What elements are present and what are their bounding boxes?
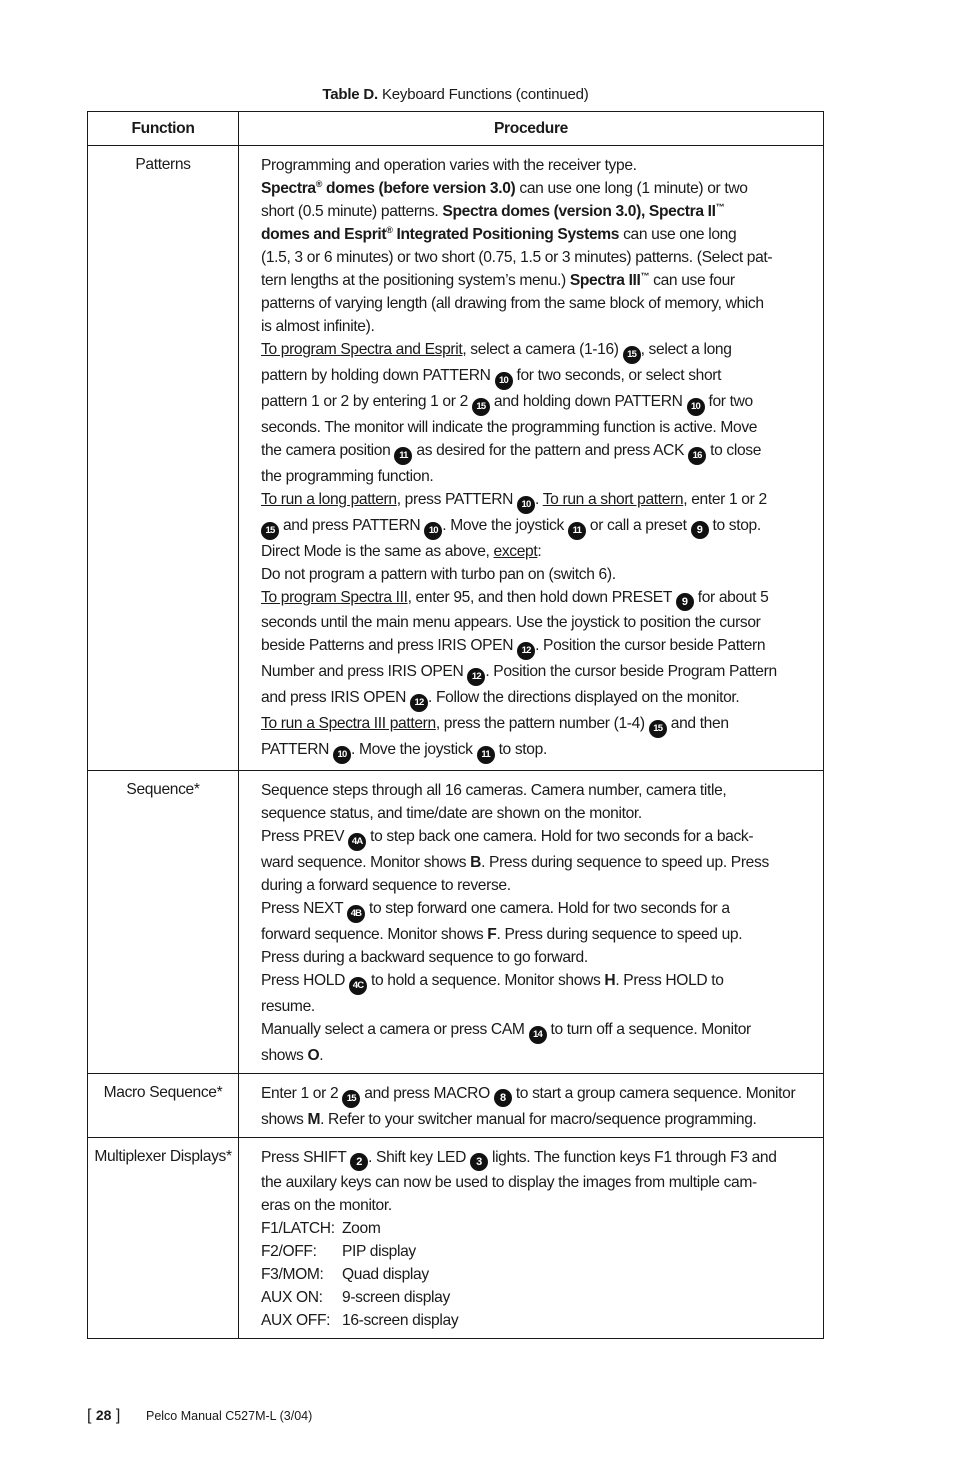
header-function: Function xyxy=(88,112,239,146)
key-number-badge: 15 xyxy=(623,346,641,364)
procedure-text: H xyxy=(604,972,616,989)
function-cell: Sequence* xyxy=(88,771,239,1074)
procedure-text: Sequence steps through all 16 cameras. Camera number, camera title, xyxy=(261,782,727,799)
procedure-text: . Shift key LED xyxy=(368,1149,470,1166)
procedure-line xyxy=(261,246,809,269)
procedure-text: shows xyxy=(261,1111,308,1128)
procedure-text: AUX ON: xyxy=(261,1289,323,1306)
procedure-text: Manually select a camera or press CAM xyxy=(261,1021,529,1038)
key-number-badge: 4B xyxy=(347,905,365,923)
key-number-badge: 15 xyxy=(649,720,667,738)
procedure-line xyxy=(261,200,809,223)
procedure-text: 9-screen display xyxy=(342,1289,450,1306)
procedure-line xyxy=(261,563,809,586)
procedure-line xyxy=(261,1263,809,1286)
procedure-text: . Position the cursor beside Program Pattern xyxy=(485,663,777,680)
key-number-badge: 10 xyxy=(333,746,351,764)
header-procedure: Procedure xyxy=(239,112,824,146)
key-number-badge: 2 xyxy=(350,1153,368,1171)
function-cell: Patterns xyxy=(88,146,239,771)
procedure-text: F2/OFF: xyxy=(261,1243,317,1260)
procedure-line xyxy=(261,338,809,364)
procedure-text: can use four xyxy=(649,272,735,289)
procedure-line xyxy=(261,514,809,540)
procedure-text: Press HOLD xyxy=(261,972,349,989)
procedure-text: for two seconds, or select short xyxy=(512,367,722,384)
procedure-text: and press IRIS OPEN xyxy=(261,689,410,706)
key-number-badge: 11 xyxy=(568,522,586,540)
procedure-text: the auxilary keys can now be used to display the images from multiple cam- xyxy=(261,1174,757,1191)
procedure-text: . Position the cursor beside Pattern xyxy=(535,637,766,654)
procedure-line xyxy=(261,540,809,563)
trademark-symbol: ™ xyxy=(715,201,725,212)
procedure-text: . Press during sequence to speed up. Press xyxy=(481,854,769,871)
procedure-text: or call a preset xyxy=(585,517,691,534)
procedure-text: beside Patterns and press IRIS OPEN xyxy=(261,637,518,654)
key-number-badge: 12 xyxy=(410,694,428,712)
procedure-line xyxy=(261,390,809,416)
underlined-instruction: To program Spectra and Esprit xyxy=(261,341,463,358)
function-cell: Macro Sequence* xyxy=(88,1074,239,1138)
key-number-badge: 10 xyxy=(517,496,535,514)
procedure-line xyxy=(261,154,809,177)
key-number-badge: 11 xyxy=(394,447,412,465)
procedure-line xyxy=(261,712,809,738)
underlined-instruction: except xyxy=(493,543,538,560)
procedure-text: Integrated Positioning Systems xyxy=(392,226,620,243)
procedure-cell xyxy=(239,771,824,1074)
procedure-text: , enter 1 or 2 xyxy=(683,491,767,508)
procedure-text: to turn off a sequence. Monitor xyxy=(546,1021,751,1038)
procedure-line xyxy=(261,488,809,514)
trademark-symbol: ™ xyxy=(640,270,650,281)
procedure-line xyxy=(261,1240,809,1263)
procedure-text: F1/LATCH: xyxy=(261,1220,335,1237)
procedure-text: (1.5, 3 or 6 minutes) or two short (0.75, 1.5 or 3 minutes) patterns. (Select pat- xyxy=(261,249,773,266)
procedure-text: . Press during sequence to speed up. xyxy=(496,926,743,943)
procedure-text: Direct Mode is the same as above, xyxy=(261,543,494,560)
procedure-text: resume. xyxy=(261,998,315,1015)
procedure-line xyxy=(261,1044,809,1067)
procedure-text: lights. The function keys F1 through F3 and xyxy=(487,1149,777,1166)
procedure-text: to step forward one camera. Hold for two seconds for a xyxy=(364,900,730,917)
procedure-text: Do not program a pattern with turbo pan on (switch 6). xyxy=(261,566,616,583)
key-number-badge: 15 xyxy=(261,522,279,540)
underlined-instruction: To run a Spectra III pattern xyxy=(261,715,436,732)
procedure-text: , select a camera (1-16) xyxy=(462,341,623,358)
trademark-symbol: ® xyxy=(315,178,323,189)
key-number-badge: 3 xyxy=(470,1153,488,1171)
procedure-text: , select a long xyxy=(640,341,732,358)
procedure-text: short (0.5 minute) patterns. xyxy=(261,203,443,220)
key-number-badge: 9 xyxy=(691,521,709,539)
procedure-line xyxy=(261,416,809,439)
procedure-text: to stop. xyxy=(708,517,761,534)
procedure-line xyxy=(261,660,809,686)
procedure-text: AUX OFF: xyxy=(261,1312,331,1329)
procedure-text: seconds until the main menu appears. Use the joystick to position the cursor xyxy=(261,614,761,631)
key-number-badge: 11 xyxy=(477,746,495,764)
procedure-text: the programming function. xyxy=(261,468,434,485)
key-number-badge: 15 xyxy=(342,1090,360,1108)
procedure-text: , press PATTERN xyxy=(396,491,518,508)
procedure-line xyxy=(261,923,809,946)
procedure-text: Press NEXT xyxy=(261,900,347,917)
procedure-text: Enter 1 or 2 xyxy=(261,1085,343,1102)
procedure-line xyxy=(261,1286,809,1309)
procedure-text: . Move the joystick xyxy=(351,741,477,758)
procedure-text: O xyxy=(307,1047,320,1064)
procedure-text: . Refer to your switcher manual for macro/sequence programming. xyxy=(320,1111,757,1128)
procedure-text: and holding down PATTERN xyxy=(489,393,687,410)
procedure-text: PATTERN xyxy=(261,741,333,758)
procedure-line xyxy=(261,825,809,851)
procedure-text: eras on the monitor. xyxy=(261,1197,392,1214)
keyboard-functions-table xyxy=(87,111,824,1339)
procedure-text: . xyxy=(319,1047,324,1064)
procedure-line xyxy=(261,779,809,802)
procedure-text: pattern by holding down PATTERN xyxy=(261,367,495,384)
procedure-line xyxy=(261,946,809,969)
procedure-text: . Press HOLD to xyxy=(615,972,724,989)
procedure-line xyxy=(261,995,809,1018)
procedure-text: can use one long (1 minute) or two xyxy=(515,180,748,197)
key-number-badge: 10 xyxy=(495,372,513,390)
key-number-badge: 12 xyxy=(517,642,535,660)
procedure-text: Spectra xyxy=(261,180,316,197)
procedure-text: and then xyxy=(666,715,729,732)
procedure-text: Zoom xyxy=(342,1220,381,1237)
procedure-line xyxy=(261,611,809,634)
key-number-badge: 16 xyxy=(688,447,706,465)
underlined-instruction: To run a short pattern xyxy=(542,491,684,508)
procedure-line xyxy=(261,1082,809,1108)
procedure-line xyxy=(261,1309,809,1332)
procedure-text: forward sequence. Monitor shows xyxy=(261,926,488,943)
procedure-text: for two xyxy=(704,393,753,410)
procedure-line xyxy=(261,897,809,923)
procedure-line xyxy=(261,1018,809,1044)
procedure-text: to step back one camera. Hold for two seconds for a back- xyxy=(366,828,754,845)
procedure-text: ward sequence. Monitor shows xyxy=(261,854,471,871)
table-row xyxy=(88,146,824,771)
procedure-text: F3/MOM: xyxy=(261,1266,324,1283)
procedure-line xyxy=(261,292,809,315)
procedure-line xyxy=(261,1217,809,1240)
procedure-line xyxy=(261,364,809,390)
procedure-line xyxy=(261,1146,809,1171)
procedure-text: Press PREV xyxy=(261,828,349,845)
procedure-line xyxy=(261,969,809,995)
procedure-line xyxy=(261,439,809,465)
procedure-text: Press during a backward sequence to go forward. xyxy=(261,949,588,966)
procedure-text: F xyxy=(487,926,497,943)
procedure-text: Spectra domes (version 3.0), Spectra II xyxy=(442,203,716,220)
procedure-text: to close xyxy=(706,442,762,459)
procedure-line xyxy=(261,1171,809,1194)
procedure-text: , press the pattern number (1-4) xyxy=(435,715,649,732)
procedure-text: . xyxy=(535,491,543,508)
key-number-badge: 8 xyxy=(494,1089,512,1107)
procedure-text: seconds. The monitor will indicate the programming function is active. Move xyxy=(261,419,758,436)
key-number-badge: 4A xyxy=(348,833,366,851)
procedure-text: M xyxy=(307,1111,321,1128)
procedure-line xyxy=(261,223,809,246)
procedure-line xyxy=(261,177,809,200)
underlined-instruction: To run a long pattern xyxy=(261,491,397,508)
procedure-line xyxy=(261,1108,809,1131)
procedure-text: . Move the joystick xyxy=(442,517,568,534)
procedure-line xyxy=(261,634,809,660)
procedure-text: B xyxy=(470,854,482,871)
procedure-text: Programming and operation varies with the receiver type. xyxy=(261,157,637,174)
trademark-symbol: ® xyxy=(386,224,393,235)
procedure-text: 16-screen display xyxy=(342,1312,459,1329)
table-row xyxy=(88,1074,824,1138)
procedure-line xyxy=(261,586,809,611)
key-number-badge: 4C xyxy=(349,977,367,995)
underlined-instruction: To program Spectra III xyxy=(261,589,408,606)
procedure-text: Quad display xyxy=(342,1266,429,1283)
procedure-text: is almost infinite). xyxy=(261,318,375,335)
procedure-text: pattern 1 or 2 by entering 1 or 2 xyxy=(261,393,472,410)
procedure-text: for about 5 xyxy=(693,589,769,606)
procedure-text: Spectra III xyxy=(569,272,641,289)
table-caption-label: Table D. xyxy=(322,86,379,103)
table-header-row xyxy=(88,112,824,146)
procedure-line xyxy=(261,738,809,764)
procedure-text: , enter 95, and then hold down PRESET xyxy=(407,589,676,606)
procedure-line xyxy=(261,465,809,488)
key-number-badge: 14 xyxy=(529,1026,547,1044)
procedure-line xyxy=(261,315,809,338)
procedure-text: domes (before version 3.0) xyxy=(322,180,516,197)
procedure-text: to hold a sequence. Monitor shows xyxy=(367,972,605,989)
key-number-badge: 12 xyxy=(467,668,485,686)
key-number-badge: 10 xyxy=(687,398,705,416)
procedure-line xyxy=(261,269,809,292)
procedure-text: shows xyxy=(261,1047,308,1064)
function-cell: Multiplexer Displays* xyxy=(88,1138,239,1339)
procedure-text: and press MACRO xyxy=(360,1085,494,1102)
key-number-badge: 10 xyxy=(424,522,442,540)
procedure-text: domes and Esprit xyxy=(261,226,387,243)
procedure-text: Press SHIFT xyxy=(261,1149,351,1166)
page-footer: [ 28 ] Pelco Manual C527M-L (3/04) xyxy=(87,1407,313,1424)
procedure-line xyxy=(261,874,809,897)
procedure-line xyxy=(261,802,809,825)
procedure-line xyxy=(261,686,809,712)
procedure-cell xyxy=(239,1138,824,1339)
procedure-text: Number and press IRIS OPEN xyxy=(261,663,468,680)
table-caption xyxy=(87,86,824,103)
procedure-cell xyxy=(239,146,824,771)
manual-reference: Pelco Manual C527M-L (3/04) xyxy=(145,1409,313,1423)
procedure-text: : xyxy=(537,543,542,560)
procedure-text: sequence status, and time/date are shown on the monitor. xyxy=(261,805,642,822)
page-number: 28 xyxy=(95,1407,112,1423)
procedure-text: PIP display xyxy=(342,1243,416,1260)
procedure-text: . Follow the directions displayed on the monitor. xyxy=(428,689,740,706)
procedure-text: and press PATTERN xyxy=(279,517,425,534)
procedure-text: the camera position xyxy=(261,442,395,459)
procedure-text: to start a group camera sequence. Monitor xyxy=(511,1085,796,1102)
table-row xyxy=(88,771,824,1074)
table-row xyxy=(88,1138,824,1339)
key-number-badge: 9 xyxy=(676,593,694,611)
procedure-cell xyxy=(239,1074,824,1138)
procedure-line xyxy=(261,851,809,874)
procedure-text: during a forward sequence to reverse. xyxy=(261,877,511,894)
procedure-text: as desired for the pattern and press ACK xyxy=(412,442,689,459)
procedure-text: tern lengths at the positioning system’s menu.) xyxy=(261,272,570,289)
procedure-text: can use one long xyxy=(619,226,737,243)
table-caption-text: Keyboard Functions (continued) xyxy=(381,86,589,103)
procedure-text: to stop. xyxy=(494,741,547,758)
key-number-badge: 15 xyxy=(472,398,490,416)
procedure-text: patterns of varying length (all drawing from the same block of memory, which xyxy=(261,295,764,312)
procedure-line xyxy=(261,1194,809,1217)
